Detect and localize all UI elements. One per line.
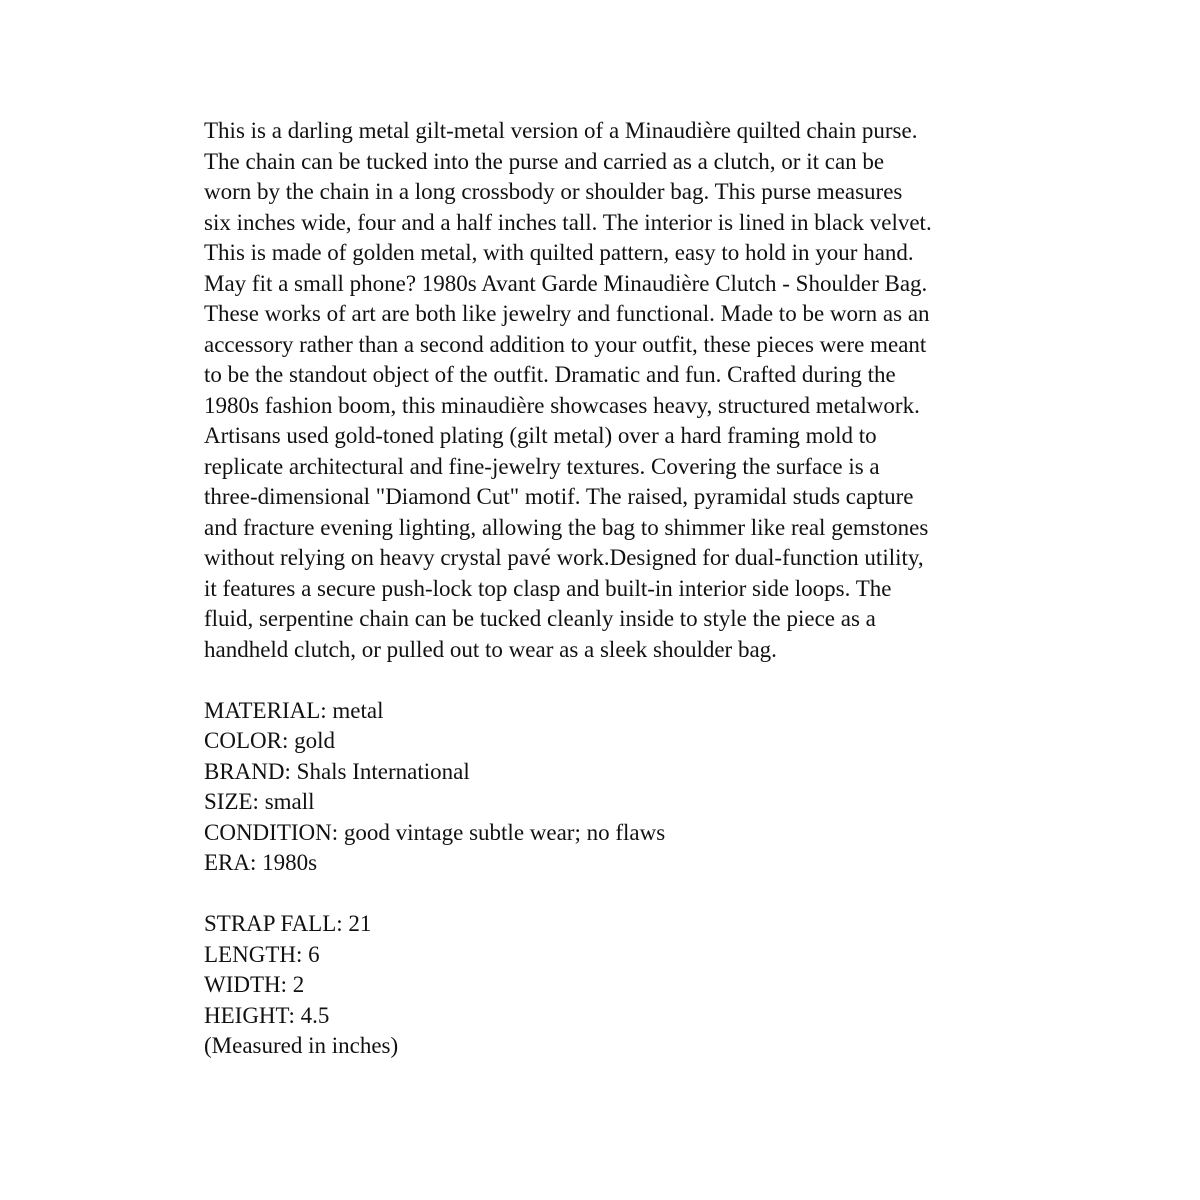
description-line: handheld clutch, or pulled out to wear as a sleek shoulder bag. <box>204 636 777 662</box>
attribute-color: COLOR: gold <box>204 728 335 753</box>
product-description-document <box>204 116 1004 1062</box>
description-line: three-dimensional "Diamond Cut" motif. The raised, pyramidal studs capture <box>204 484 914 509</box>
attributes-list <box>204 696 1004 879</box>
description-paragraph <box>204 116 1004 665</box>
measurements-list <box>204 909 1004 1062</box>
attribute-era: ERA: 1980s <box>204 850 318 875</box>
measurement-height: HEIGHT: 4.5 <box>204 1002 330 1028</box>
description-line: May fit a small phone? 1980s Avant Garde Minaudière Clutch - Shoulder Bag. <box>204 270 928 296</box>
description-line: six inches wide, four and a half inches tall. The interior is lined in black velvet. <box>204 209 932 235</box>
description-line: to be the standout object of the outfit. Dramatic and fun. Crafted during the <box>204 362 896 387</box>
measurement-units-note: (Measured in inches) <box>204 1033 399 1058</box>
description-line: fluid, serpentine chain can be tucked cleanly inside to style the piece as a <box>204 606 876 631</box>
description-line: 1980s fashion boom, this minaudière showcases heavy, structured metalwork. <box>204 392 920 418</box>
measurement-length: LENGTH: 6 <box>204 941 320 967</box>
description-line: The chain can be tucked into the purse and carried as a clutch, or it can be <box>204 148 885 174</box>
description-line: Artisans used gold-toned plating (gilt metal) over a hard framing mold to <box>204 423 877 448</box>
section-spacer <box>204 665 1004 696</box>
description-line: replicate architectural and fine-jewelry textures. Covering the surface is a <box>204 453 880 479</box>
description-line: and fracture evening lighting, allowing the bag to shimmer like real gemstones <box>204 514 929 540</box>
description-line: worn by the chain in a long crossbody or shoulder bag. This purse measures <box>204 179 903 204</box>
attribute-size: SIZE: small <box>204 789 315 814</box>
section-spacer <box>204 879 1004 910</box>
description-line: These works of art are both like jewelry and functional. Made to be worn as an <box>204 301 930 326</box>
description-line: This is a darling metal gilt-metal version of a Minaudière quilted chain purse. <box>204 118 918 143</box>
attribute-condition: CONDITION: good vintage subtle wear; no flaws <box>204 819 666 845</box>
description-line: it features a secure push-lock top clasp and built-in interior side loops. The <box>204 575 892 601</box>
attribute-brand: BRAND: Shals International <box>204 758 470 784</box>
measurement-width: WIDTH: 2 <box>204 972 305 997</box>
measurement-strap-fall: STRAP FALL: 21 <box>204 911 372 936</box>
description-line: This is made of golden metal, with quilted pattern, easy to hold in your hand. <box>204 240 914 265</box>
description-line: without relying on heavy crystal pavé work.Designed for dual-function utility, <box>204 545 924 570</box>
attribute-material: MATERIAL: metal <box>204 697 384 723</box>
description-line: accessory rather than a second addition to your outfit, these pieces were meant <box>204 331 927 357</box>
